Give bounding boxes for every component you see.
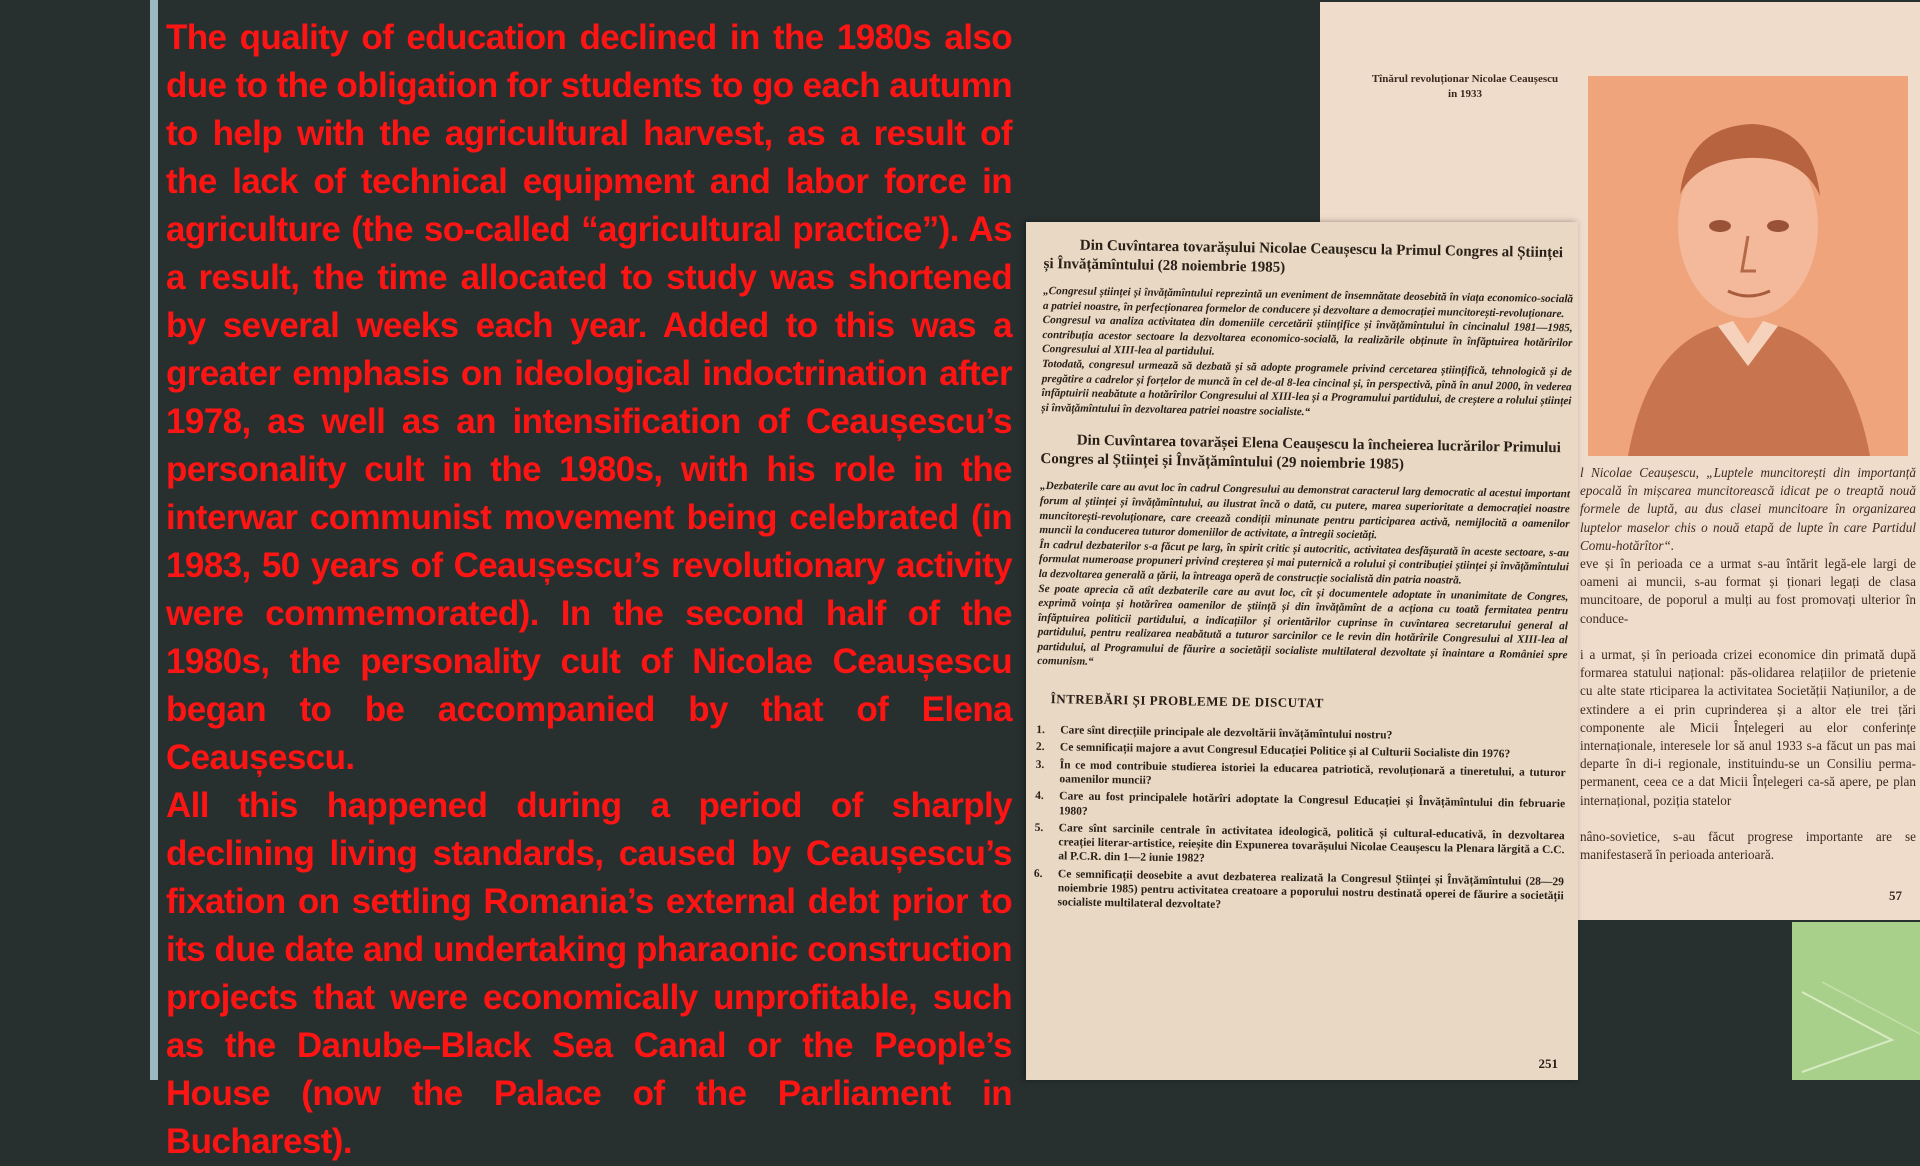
portrait-photo <box>1588 76 1908 456</box>
paragraph-education: The quality of education declined in the 1980s also due to the obligation for students to go each autumn to help with the agricultural harvest, as a result of the lack of technical equipment and labor force in agriculture (the so-called “agricultural practice”). As a result, the time allocated to study was shortened by several weeks each year. Added to this was a greater emphasis on ideological indoctrination after 1978, as well as an intensification of Ceaușescu’s personality cult in the 1980s, with his role in the interwar communist movement being celebrated (in 1983, 50 years of Ceaușescu’s revolutionary activity were commemorated). In the second half of the 1980s, the personality cult of Nicolae Ceaușescu began to be accompanied by that of Elena Ceaușescu. <box>166 18 1012 777</box>
page-57-paragraphs: eve și în perioada ce a urmat s-au întărit legă-ele largi de oameni ai muncii, s-au format și ționari legați de clasa muncitoare, de poporul a mulți au fost promovați ulterior în conduce- i a urmat, și în perioada crizei economice din primată după formarea statului național: păs-olidarea relațiilor de prietenie cu alte state rticiparea la activitatea Societății Națiunilor, a de extindere a ei prin cuprinderea și a altor ele trei țări componente ale Micii Înțelegeri au elor conferințe internaționale, interesele lor să anul 1933 s-a făcut un pas mai departe în di-i regionale, instituindu-se un Consiliu perma- permanent, ceea ce a dat Micii Înțelegeri ca-să apere, pe plan internațional, poziția statelor nâno-sovietice, s-au făcut progrese importante are se manifestaseră în perioada anterioară. <box>1580 556 1916 863</box>
question-item: 5. Care sînt sarcinile centrale în activitatea ideologică, politică și cultural-educativă, în dezvoltarea creației literar-artistice, reieșite din Expunerea tovarășului Nicolae Ceaușescu la Plenara lărgită a C.C. al P.C.R. din 1—2 iunie 1982? <box>1034 821 1565 866</box>
question-item: 1. Care sînt direcțiile principale ale dezvoltării învățămîntului nostru? <box>1036 724 1393 742</box>
main-text-block <box>166 14 1012 1166</box>
photo-caption: Tînărul revoluționar Nicolae Ceaușescu in 1933 <box>1371 73 1559 100</box>
textbook-page-251 <box>1026 222 1578 1080</box>
speech-elena-quote: „Dezbaterile care au avut loc în cadrul Congresului au demonstrat caracterul larg democratic al acestui important forum al științei și învățămîntului, au ilustrat încă o dată, cu putere, marea superioritate a democrației noastre muncitorești-revoluționare, care creează condiții minunate pentru participarea activă, nemijlocită a oamenilor muncii la conducerea tuturor domeniilor de activitate, a întregii societăți. În cadrul dezbaterilor s-a făcut pe larg, în spirit critic și autocritic, activitatea desfășurată în aceste sectoare, s-au formulat numeroase propuneri privind creșterea și mai puternică a rolului și contribuției științei și învățămîntului la dezvoltarea generală a țării, la întreaga operă de construcție socialistă din patria noastră. Se poate aprecia că atît dezbaterile care au avut loc, cît și documentele adoptate în unanimitate de Congres, exprimă voința și hotărîrea oamenilor de știință și din învățămînt de a acționa cu toată fermitatea pentru înfăptuirea politicii partidului, a indicațiilor și orientărilor cuprinse în cuvîntarea secretarului general al partidului, pentru realizarea neabătută a tuturor sarcinilor ce le revin din hotărîrile Congresului al XIII-lea al partidului, al Programului de făurire a societății socialiste multilateral dezvoltate și înaintare a României spre comunism.“ <box>1037 480 1571 669</box>
page-number-57: 57 <box>1889 888 1902 903</box>
left-accent-bar <box>150 0 158 1080</box>
question-item: 6. Ce semnificații deosebite a avut dezbaterea realizată la Congresul Științei și Învățămîntului (28—29 noiembrie 1985) pentru activitatea creatoare a poporului nostru destinată operei de făurire a societății socialiste multilateral dezvoltate? <box>1033 867 1565 912</box>
questions-heading: ÎNTREBĂRI ȘI PROBLEME DE DISCUTAT <box>1050 691 1325 711</box>
question-item: 4. Care au fost principalele hotărîri adoptate la Congresul Educației și Învățămîntului din februarie 1980? <box>1035 790 1566 818</box>
speech-nicolae-quote: „Congresul științei și învățămîntului reprezintă un eveniment de însemnătate deosebită în viața economico-socială a patriei noastre, în perfecționarea formelor de conducere și dezvoltare a democrației muncitorești-revoluționare. Congresul va analiza activitatea din domeniile cercetării științifice și învățămîntului în cincinalul 1981—1985, contribuția acestor sectoare la dezvoltarea economico-socială, la realizările obținute în înfăptuirea hotărîrilor Congresului al XIII-lea al partidului. Totodată, congresul urmează să dezbată și să adopte programele privind cercetarea științifică, tehnologică și de pregătire a cadrelor și forțelor de muncă în cel de-al 8-lea cincinal și, în perspectivă, pînă în anul 2000, în vederea înfăptuirii neabătute a hotărîrilor Congresului al XIII-lea și a Programului partidului, de creștere a rolului științei și învățămîntului în dezvoltarea patriei noastre socialiste.“ <box>1041 284 1574 418</box>
speech-elena-title: Din Cuvîntarea tovarășei Elena Ceaușescu la încheierea lucrărilor Primului Congres al Științei și Învățămîntului (29 noiembrie 1985) <box>1040 432 1561 474</box>
page-57-body-text <box>1580 464 1916 884</box>
question-item: 2. Ce semnificații majore a avut Congresul Educației Politice și al Culturii Socialiste din 1976? <box>1035 741 1511 761</box>
questions-list <box>1033 723 1566 918</box>
speech-nicolae-title: Din Cuvîntarea tovarășului Nicolae Ceaușescu la Primul Congres al Științei și Învățămîntului (28 noiembrie 1985) <box>1043 237 1564 276</box>
page-57-quote: l Nicolae Ceaușescu, „Luptele muncitorești din importanță epocală în mișcarea muncitorească idicat pe o treaptă nouă formele de luptă, au dus clasei muncitoare în organizarea luptelor maselor chis o nouă etapă de lupte în care Partidul Comu-hotărîtor“. <box>1580 465 1916 553</box>
corner-decoration <box>1792 922 1920 1080</box>
page-number-251: 251 <box>1538 1056 1558 1071</box>
paragraph-living-standards: All this happened during a period of sharply declining living standards, caused by Ceaușescu’s fixation on settling Romania’s external debt prior to its due date and undertaking pharaonic construction projects that were economically unprofitable, such as the Danube–Black Sea Canal or the People’s House (now the Palace of the Parliament in Bucharest). <box>166 786 1012 1161</box>
question-item: 3. În ce mod contribuie studierea istoriei la educarea patriotică, revoluționară a tineretului, a tuturor oamenilor muncii? <box>1035 758 1566 787</box>
